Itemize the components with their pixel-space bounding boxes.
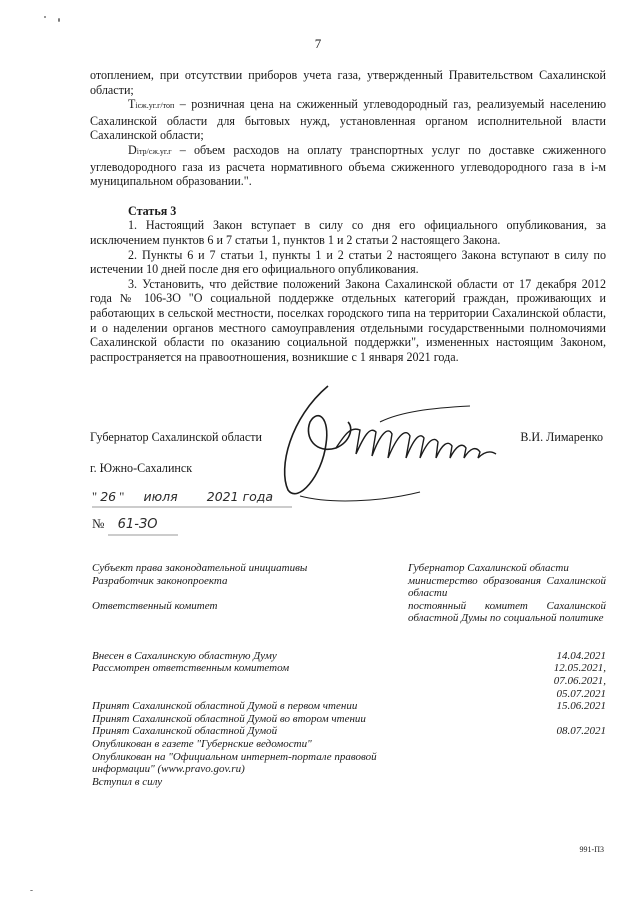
symbol-d-subscript: iтр/сж.уг.г bbox=[136, 146, 172, 156]
price-definition-text: – розничная цена на сжиженный углеводородный газ, реализуемый населению Сахалинской области для бытовых нужд, установленная органом исполнительной власти Сахалинской области; bbox=[90, 97, 606, 143]
governor-name: В.И. Лимаренко bbox=[520, 430, 603, 444]
article-3-title: Статья 3 bbox=[128, 203, 177, 218]
date-year: 2021 года bbox=[206, 489, 274, 504]
meta-first-reading-value: 15.06.2021 bbox=[556, 700, 606, 713]
signing-date bbox=[92, 489, 273, 505]
law-text bbox=[90, 68, 606, 364]
meta-reviewed-label: Рассмотрен ответственным комитетом bbox=[92, 662, 290, 675]
law-number-label: № bbox=[92, 516, 105, 531]
meta-reviewed-value-1: 12.05.2021, bbox=[553, 662, 606, 675]
document-code: 991-П3 bbox=[579, 845, 604, 854]
meta-in-force-label: Вступил в силу bbox=[92, 775, 163, 788]
meta-adopted-value: 08.07.2021 bbox=[556, 725, 606, 738]
date-underline bbox=[92, 505, 312, 509]
article-3-item-1: 1. Настоящий Закон вступает в силу со дня его официального опубликования, за исключением пунктов 6 и 7 статьи 1, пунктов 1 и 2 статьи 2 настоящего Закона. bbox=[90, 218, 606, 247]
date-day: 26 bbox=[100, 489, 117, 504]
transport-definition-text: – объем расходов на оплату транспортных услуг по доставке сжиженного углеводородного газа из расчета нормативного объема сжиженного углеводородного газа в i-м муниципальном образовании.". bbox=[90, 142, 606, 189]
meta-submitted-value: 14.04.2021 bbox=[556, 649, 606, 662]
meta-developer-label: Разработчик законопроекта bbox=[92, 574, 228, 587]
meta-subject bbox=[92, 562, 608, 575]
meta-published-portal bbox=[92, 751, 608, 776]
meta-second-reading bbox=[92, 713, 608, 726]
date-quote-open: " bbox=[92, 490, 98, 504]
meta-subject-label: Субъект права законодательной инициативы bbox=[92, 562, 308, 574]
paragraph-heating: отоплением, при отсутствии приборов учета газа, утвержденный Правительством Сахалинской области; bbox=[90, 68, 606, 97]
symbol-t-subscript: iсж.уг.г/топ bbox=[135, 101, 175, 111]
meta-first-reading-label: Принят Сахалинской областной Думой в первом чтении bbox=[92, 700, 358, 713]
article-3-item-2: 2. Пункты 6 и 7 статьи 1, пункты 1 и 2 статьи 2 настоящего Закона вступают в силу по истечении 10 дней после дня его официального опубликования. bbox=[90, 247, 606, 277]
scan-speck bbox=[44, 16, 46, 18]
meta-published-newspaper bbox=[92, 738, 608, 751]
meta-subject-value: Губернатор Сахалинской области bbox=[408, 562, 569, 574]
symbol-d: D bbox=[128, 142, 137, 157]
governor-title: Губернатор Сахалинской области bbox=[90, 430, 262, 444]
meta-committee-label: Ответственный комитет bbox=[92, 599, 218, 612]
meta-submitted bbox=[92, 650, 608, 663]
meta-published-newspaper-label: Опубликован в газете "Губернские ведомости" bbox=[92, 737, 312, 750]
symbol-t: T bbox=[128, 97, 136, 112]
handwritten-signature bbox=[270, 378, 520, 508]
date-quote-close: " bbox=[119, 490, 125, 504]
meta-reviewed-value-3: 05.07.2021 bbox=[556, 687, 606, 700]
meta-submitted-label: Внесен в Сахалинскую областную Думу bbox=[92, 649, 277, 662]
meta-reviewed-value-2: 07.06.2021, bbox=[553, 674, 606, 687]
meta-developer-value: министерство образования Сахалинской области bbox=[408, 574, 606, 600]
date-month: июля bbox=[143, 489, 178, 504]
meta-developer bbox=[92, 575, 608, 600]
law-number-value: 61-ЗО bbox=[117, 517, 158, 532]
meta-adopted-label: Принят Сахалинской областной Думой bbox=[92, 725, 278, 738]
city: г. Южно-Сахалинск bbox=[90, 461, 193, 475]
page-number: 7 bbox=[314, 36, 322, 51]
meta-committee bbox=[92, 600, 608, 650]
meta-reviewed-2 bbox=[92, 675, 608, 688]
law-number bbox=[92, 516, 157, 532]
meta-adopted bbox=[92, 725, 608, 738]
meta-committee-value: постоянный комитет Сахалинской областной Думы по социальной политике bbox=[408, 599, 606, 625]
scan-speck bbox=[58, 18, 60, 22]
meta-first-reading bbox=[92, 700, 608, 713]
article-3-item-3: 3. Установить, что действие положений Закона Сахалинской области от 17 декабря 2012 года № 106-ЗО "О социальной поддержке отдельных категорий граждан, проживающих и работающих в сельской местности, поселках городского типа на территории Сахалинской области, и о наделении органов местного самоуправления отдельными государственными полномочиями Сахалинской области по оказанию социальной поддержки", измененных настоящим Законом, распространяется на правоотношения, возникшие с 1 января 2021 года. bbox=[90, 276, 606, 364]
meta-reviewed-3 bbox=[92, 688, 608, 701]
meta-in-force bbox=[92, 776, 608, 789]
meta-published-portal-label: Опубликован на "Официальном интернет-портале правовой информации" (www.pravo.gov.ru) bbox=[92, 750, 377, 776]
number-underline bbox=[108, 533, 198, 537]
paragraph-transport-definition bbox=[90, 143, 606, 189]
scan-speck bbox=[30, 890, 33, 891]
meta-reviewed bbox=[92, 662, 608, 675]
paragraph-price-definition bbox=[90, 97, 606, 143]
legislative-history bbox=[92, 562, 608, 788]
meta-second-reading-label: Принят Сахалинской областной Думой во втором чтении bbox=[92, 712, 366, 725]
